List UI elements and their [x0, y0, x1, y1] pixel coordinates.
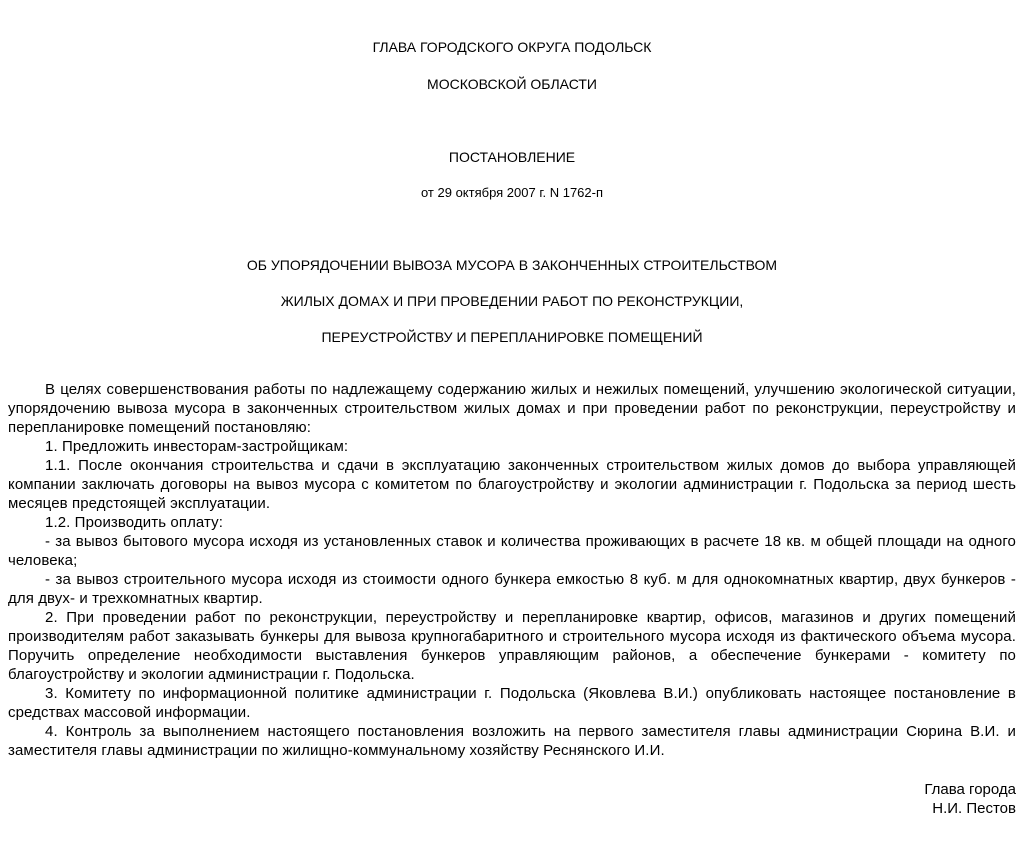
clause-1-1: 1.1. После окончания строительства и сдачи в эксплуатацию законченных строительством жилых домов до выбора управляющей компании заключать договоры на вывоз мусора с комитетом по благоустройству и экологии администрации г. Подольска за период шесть месяцев предстоящей эксплуатации. — [8, 457, 1016, 512]
signature-block — [924, 780, 1016, 818]
document-title-line-1: ОБ УПОРЯДОЧЕНИИ ВЫВОЗА МУСОРА В ЗАКОНЧЕННЫХ СТРОИТЕЛЬСТВОМ — [246, 257, 778, 273]
clause-2: 2. При проведении работ по реконструкции, переустройству и перепланировке квартир, офисов, магазинов и других помещений производителям работ заказывать бункеры для вывоза крупногабаритного и строительного мусора исходя из фактического объема мусора. Поручить определение необходимости выставления бункеров управляющим районов, а обеспечение бункерами - комитету по благоустройству и экологии администрации г. Подольска. — [8, 609, 1016, 683]
document-date-number: от 29 октября 2007 г. N 1762-п — [420, 185, 604, 200]
clause-1-2-household-waste: - за вывоз бытового мусора исходя из установленных ставок и количества проживающих в расчете 18 кв. м общей площади на одного человека; — [8, 533, 1016, 569]
document-title-line-2: ЖИЛЫХ ДОМАХ И ПРИ ПРОВЕДЕНИИ РАБОТ ПО РЕКОНСТРУКЦИИ, — [280, 293, 744, 309]
signature-position: Глава города — [924, 781, 1016, 798]
signature-name: Н.И. Пестов — [932, 800, 1016, 817]
preamble-paragraph: В целях совершенствования работы по надлежащему содержанию жилых и нежилых помещений, улучшению экологической ситуации, упорядочению вывоза мусора в законченных строительством жилых домах и при проведении работ по реконструкции, переустройству и перепланировке помещений постановляю: — [8, 381, 1016, 436]
clause-4: 4. Контроль за выполнением настоящего постановления возложить на первого заместителя главы администрации Сюрина В.И. и заместителя главы администрации по жилищно-коммунальному хозяйству Реснянского И.И. — [8, 723, 1016, 759]
clause-1-2-construction-waste: - за вывоз строительного мусора исходя из стоимости одного бункера емкостью 8 куб. м для однокомнатных квартир, двух бункеров - для двух- и трехкомнатных квартир. — [8, 571, 1016, 607]
clause-1: 1. Предложить инвесторам-застройщикам: — [45, 438, 349, 455]
header-authority: ГЛАВА ГОРОДСКОГО ОКРУГА ПОДОЛЬСК — [372, 39, 652, 55]
document-title-line-3: ПЕРЕУСТРОЙСТВУ И ПЕРЕПЛАНИРОВКЕ ПОМЕЩЕНИЙ — [321, 329, 703, 345]
clause-1-2: 1.2. Производить оплату: — [45, 514, 224, 531]
header-region: МОСКОВСКОЙ ОБЛАСТИ — [427, 76, 597, 92]
clause-3: 3. Комитету по информационной политике администрации г. Подольска (Яковлева В.И.) опубликовать настоящее постановление в средствах массовой информации. — [8, 685, 1016, 721]
document-type: ПОСТАНОВЛЕНИЕ — [448, 149, 576, 165]
document-body — [8, 380, 1016, 760]
